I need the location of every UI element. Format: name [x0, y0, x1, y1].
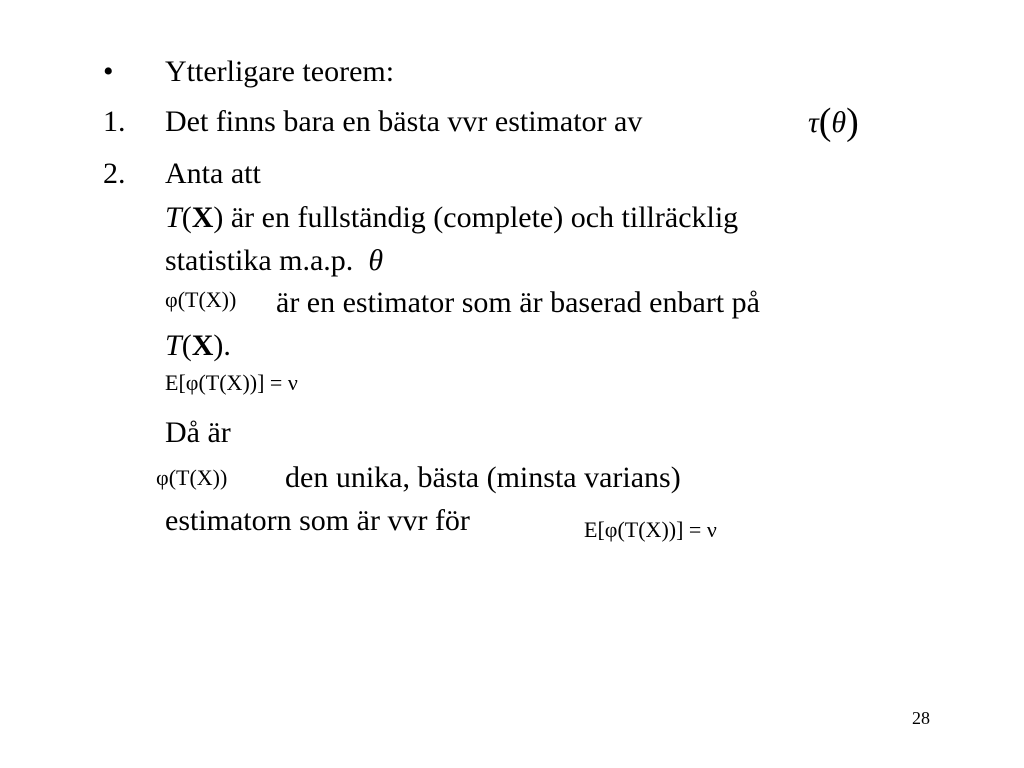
open-paren: (: [818, 101, 832, 143]
bullet-marker: •: [103, 55, 114, 88]
item2-intro: Anta att: [165, 157, 261, 190]
theta-symbol-2: θ: [368, 244, 384, 277]
conclusion-rest: den unika, bästa (minsta varians): [285, 461, 681, 494]
page-number: 28: [912, 708, 930, 728]
condition2-rest: är en estimator som är baserad enbart på: [276, 286, 760, 319]
tau-symbol: τ: [808, 106, 819, 139]
condition1-rest: är en fullständig (complete) och tillräcklig: [230, 201, 739, 234]
tau-theta-formula: [808, 100, 859, 143]
conclusion-expectation-formula: E[φ(T(X))] = ν: [584, 517, 717, 542]
sample-X: X: [191, 201, 214, 234]
conclusion-intro: Då är: [165, 416, 231, 449]
condition2-line2: T(X).: [165, 329, 231, 362]
item1-marker: 1.: [103, 105, 126, 138]
conclusion-phi-formula: φ(T(X)): [156, 465, 228, 490]
conclusion-line2: estimatorn som är vvr för: [165, 504, 470, 537]
item2-marker: 2.: [103, 157, 126, 190]
statistic-T: T: [165, 201, 182, 234]
theta-symbol: θ: [831, 106, 847, 139]
sample-X-2: X: [191, 329, 214, 362]
statistic-T-2: T: [165, 329, 182, 362]
condition1-line2: [165, 243, 383, 279]
expectation-formula: E[φ(T(X))] = ν: [165, 370, 298, 395]
condition1-line2-text: statistika m.a.p.: [165, 244, 354, 277]
close-paren: ): [846, 101, 859, 143]
condition1-line1: T(X) är en fullständig (complete) och tillräcklig: [165, 201, 739, 234]
item1-text: Det finns bara en bästa vvr estimator av: [165, 105, 643, 138]
phi-formula: φ(T(X)): [165, 287, 237, 312]
bullet-text: Ytterligare teorem:: [165, 55, 395, 88]
